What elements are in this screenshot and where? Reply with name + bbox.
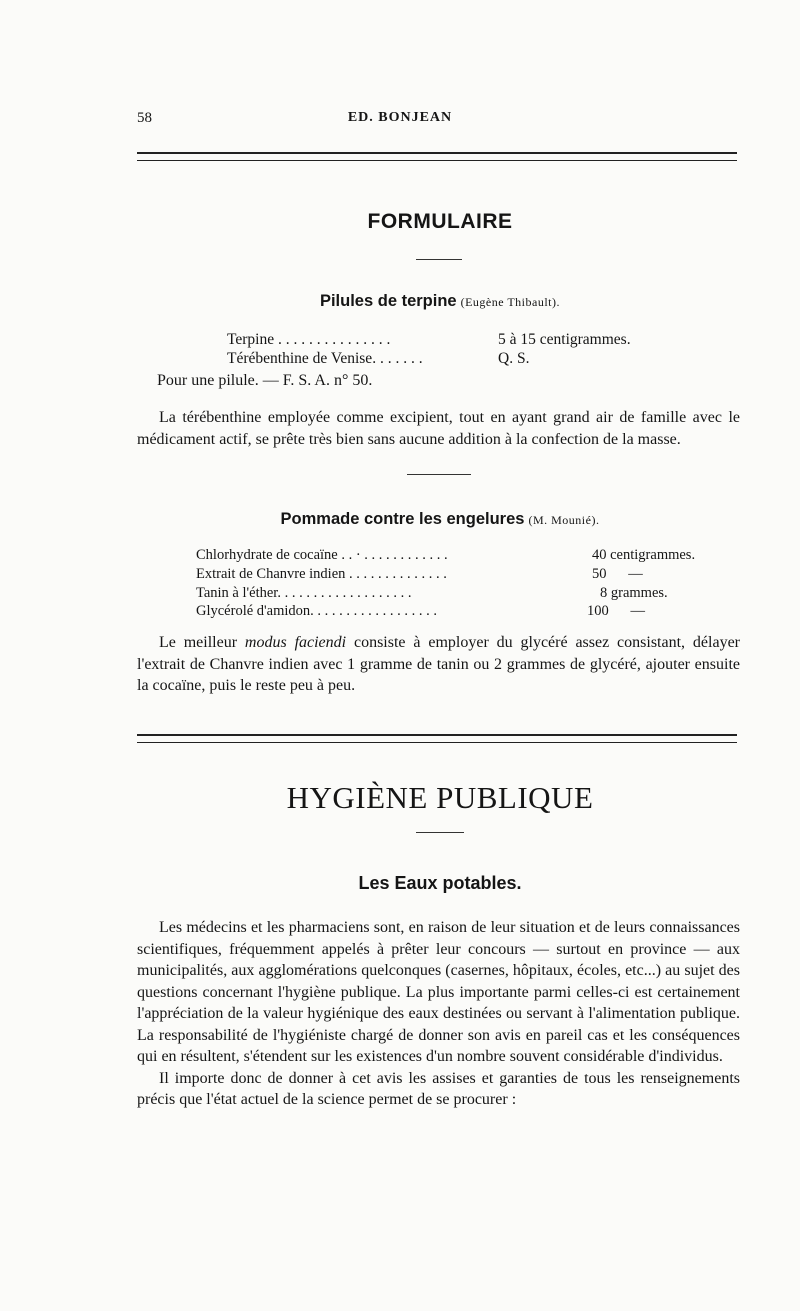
short-rule <box>407 474 471 475</box>
running-title: ED. BONJEAN <box>347 110 453 125</box>
ingredient-qty: 50 — <box>592 566 643 582</box>
paragraph: Les médecins et les pharmaciens sont, en raison de leur situation et de leurs connaissances scientifiques, fréquemment appelés à prêter leur concours — surtout en province — aux municipalités, aux agglomérations quelconques (casernes, hôpitaux, écoles, etc...) au sujet des questions concernant l'hygiène publique. La plus importante parmi celles-ci est certainement l'appréciation de la valeur hygiénique des eaux destinées ou servant à l'alimentation publique. La responsabilité de l'hygiéniste chargé de donner son avis en pareil cas et les conséquences qui en résultent, s'étendent sur les existences d'un nombre souvent considérable d'individus. <box>137 919 740 1065</box>
section-heading-formulaire: FORMULAIRE <box>367 210 513 233</box>
ingredient-name: Glycérolé d'amidon <box>196 603 311 619</box>
recipe-author: (M. Mounié). <box>528 513 600 527</box>
section-heading-hygiene: HYGIÈNE PUBLIQUE <box>286 780 594 815</box>
leader-dots: . . . . . . . . . . . . . . . . . . <box>310 603 438 619</box>
ingredient-name: Terpine <box>227 331 275 348</box>
ingredient-row <box>196 547 448 564</box>
ingredient-row <box>227 350 423 368</box>
header-double-rule <box>137 152 737 161</box>
ingredient-row <box>196 603 437 620</box>
recipe-note-paragraph: Le meilleur modus faciendi consiste à employer du glycéré assez consistant, délayer l'extrait de Chanvre indien avec 1 gramme de tanin ou 2 grammes de glycéré, ajouter ensuite la cocaïne, puis le reste peu à peu. <box>137 634 740 694</box>
ingredient-row <box>196 566 447 583</box>
section-double-rule <box>137 734 737 743</box>
short-rule <box>416 832 464 833</box>
short-rule <box>416 259 462 260</box>
article-subheading: Les Eaux potables. <box>358 873 522 893</box>
ingredient-qty: 40 centigrammes. <box>592 547 696 563</box>
recipe-name: Pilules de terpine <box>319 292 457 310</box>
ingredient-name: Térébenthine de Venise <box>227 350 373 367</box>
ingredient-name: Chlorhydrate de cocaïne <box>196 547 338 563</box>
ingredient-name: Extrait de Chanvre indien <box>196 566 346 582</box>
leader-dots: . . . . . . . <box>372 350 423 367</box>
article-body <box>137 917 740 1111</box>
recipe-note-paragraph: La térébenthine employée comme excipient, tout en ayant grand air de famille avec le médicament actif, se prête très bien sans aucune addition à la confection de la masse. <box>137 409 740 448</box>
ingredient-qty: 100 — <box>587 603 645 619</box>
leader-dots: . . . . . . . . . . . . . . <box>345 566 447 582</box>
ingredient-qty: Q. S. <box>498 350 530 367</box>
recipe-title-pommade <box>0 510 800 529</box>
ingredient-row <box>227 331 390 349</box>
ingredient-row <box>196 585 411 602</box>
leader-dots: . . . . . . . . . . . . . . . <box>274 331 391 348</box>
ingredient-qty: 5 à 15 centigrammes. <box>498 331 631 348</box>
recipe-name: Pommade contre les engelures <box>280 510 525 528</box>
paragraph: Il importe donc de donner à cet avis les assises et garanties de tous les renseignements précis que l'état actuel de la science permet de se procurer : <box>137 1069 740 1108</box>
dose-line: Pour une pilule. — F. S. A. n° 50. <box>157 372 373 389</box>
ingredient-name: Tanin à l'éther <box>196 585 278 601</box>
leader-dots: . . · . . . . . . . . . . . . <box>337 547 448 563</box>
recipe-author: (Eugène Thibault). <box>460 295 561 309</box>
page-number: 58 <box>137 110 152 126</box>
ingredient-qty: 8 grammes. <box>600 585 668 601</box>
leader-dots: . . . . . . . . . . . . . . . . . . . <box>277 585 412 601</box>
recipe-title-pilules <box>0 292 800 311</box>
